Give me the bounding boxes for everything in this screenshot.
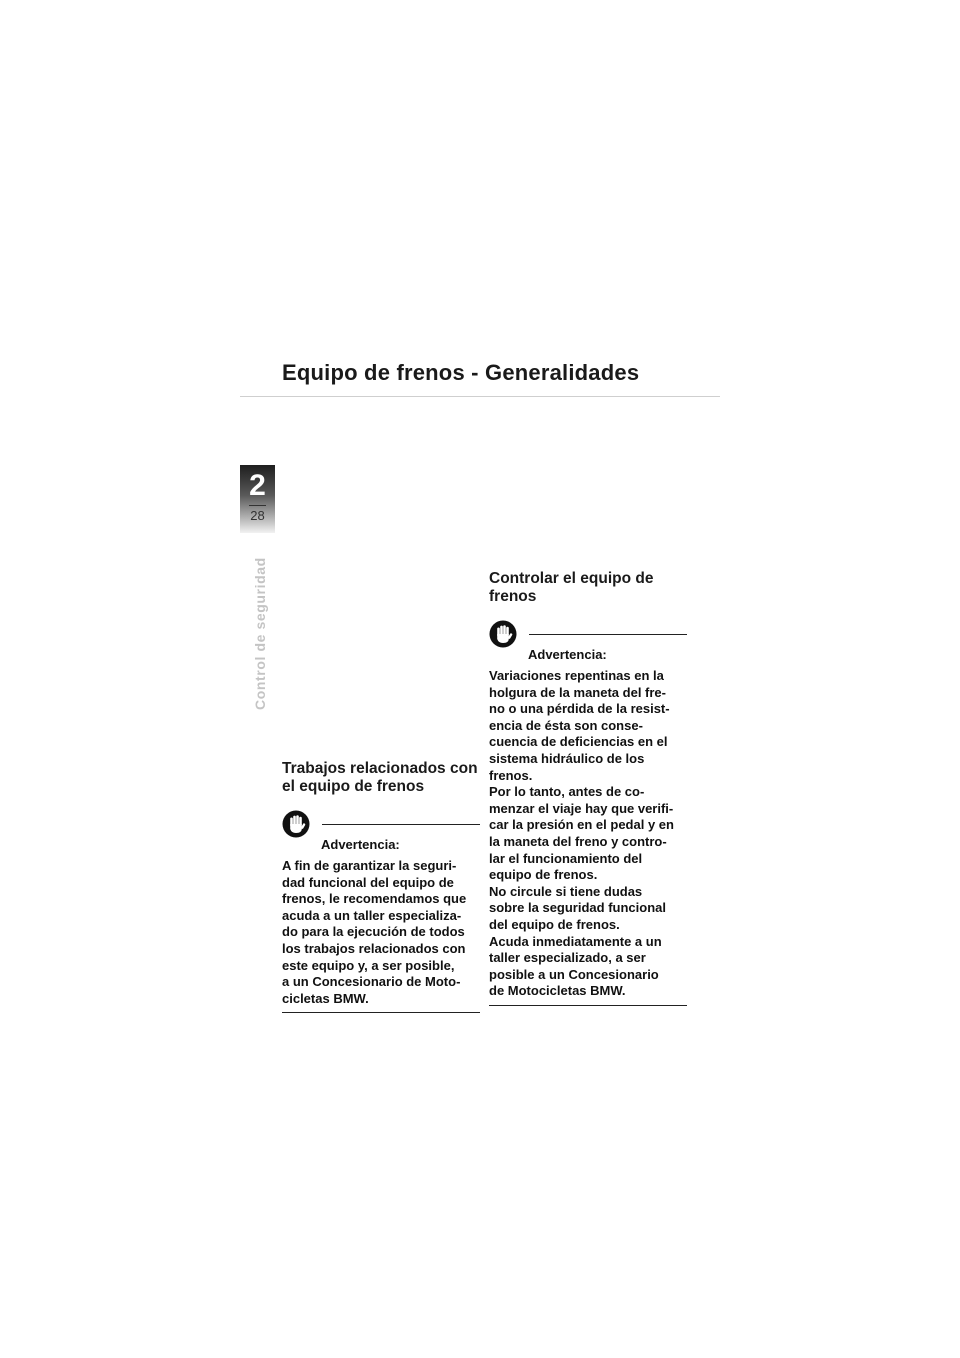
- chapter-divider: [249, 505, 266, 506]
- section-heading: Controlar el equipo de frenos: [489, 570, 654, 605]
- warning-rule: [322, 824, 480, 825]
- title-divider: [240, 396, 720, 397]
- page-title: Equipo de frenos - Generalidades: [282, 360, 640, 385]
- page-number: 28: [250, 508, 265, 523]
- warning-label: Advertencia:: [321, 837, 400, 852]
- section-brake-work: [282, 760, 480, 1013]
- warning-label: Advertencia:: [528, 647, 607, 662]
- chapter-tab: [240, 465, 275, 533]
- warning-hand-icon: [489, 620, 517, 648]
- warning-text: A fin de garantizar la seguri- dad funcional del equipo de frenos, le recomendamos que acuda a un taller especializa- do para la ejecución de todos los trabajos relacionados con este equipo y, a ser posible, a un Concesionario de Moto- cicletas BMW.: [282, 858, 480, 1013]
- warning-rule: [529, 634, 687, 635]
- chapter-number: 2: [249, 469, 266, 502]
- warning-block: [282, 810, 480, 1013]
- warning-text: Variaciones repentinas en la holgura de la maneta del fre- no o una pérdida de la resist- encia de ésta son conse- cuencia de deficiencias en el sistema hidráulico de los frenos. Por lo tanto, antes de co- menzar el viaje hay que verifi- car la presión en el pedal y en la maneta del freno y contro- lar el funcionamiento del equipo de frenos. No circule si tiene dudas sobre la seguridad funcional del equipo de frenos. Acuda inmediatamente a un taller especializado, a ser posible a un Concesionario de Motocicletas BMW.: [489, 668, 687, 1006]
- warning-block: [489, 620, 687, 1006]
- chapter-side-label: Control de seguridad: [252, 557, 268, 710]
- section-heading: Trabajos relacionados con el equipo de frenos: [282, 760, 478, 795]
- warning-hand-icon: [282, 810, 310, 838]
- section-check-brakes: [489, 570, 687, 1006]
